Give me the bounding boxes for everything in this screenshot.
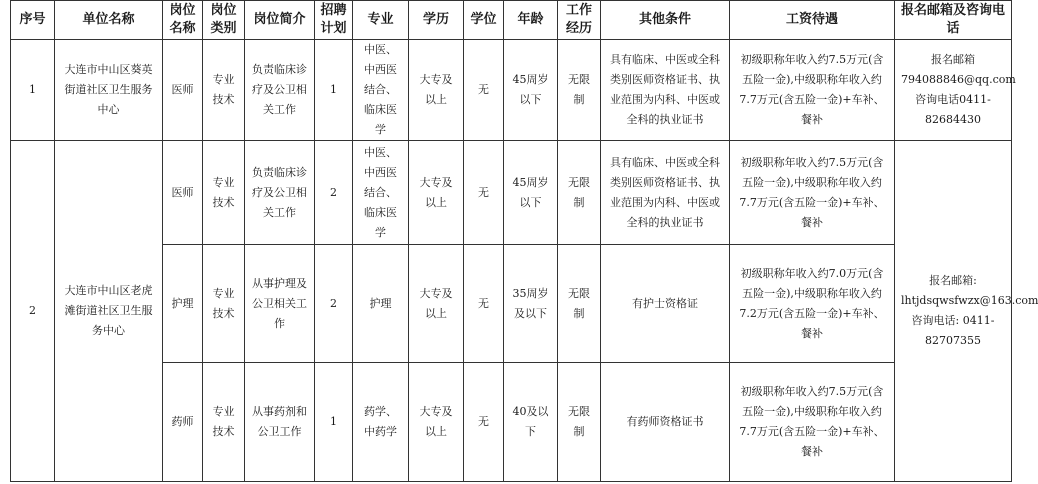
header-pos-desc: 岗位简介	[245, 1, 315, 40]
header-pos-name: 岗位名称	[163, 1, 203, 40]
cell-salary: 初级职称年收入约7.0万元(含五险一金),中级职称年收入约7.2万元(含五险一金)+车补、餐补	[730, 245, 895, 363]
cell-pos-type: 专业技术	[203, 245, 245, 363]
cell-edu: 大专及以上	[409, 245, 464, 363]
header-edu: 学历	[409, 1, 464, 40]
cell-plan: 1	[315, 363, 353, 482]
cell-other: 有药师资格证书	[601, 363, 730, 482]
header-contact: 报名邮箱及咨询电话	[895, 1, 1012, 40]
cell-contact: 报名邮箱: lhtjdsqwsfwzx@163.com 咨询电话: 0411-82707355	[895, 141, 1012, 482]
cell-age: 35周岁及以下	[504, 245, 558, 363]
cell-degree: 无	[464, 40, 504, 141]
cell-major: 中医、中西医结合、临床医学	[353, 40, 409, 141]
header-seq: 序号	[11, 1, 55, 40]
cell-age: 40及以下	[504, 363, 558, 482]
table-row	[11, 40, 1012, 141]
cell-unit: 大连市中山区老虎滩街道社区卫生服务中心	[55, 141, 163, 482]
header-other: 其他条件	[601, 1, 730, 40]
cell-salary: 初级职称年收入约7.5万元(含五险一金),中级职称年收入约7.7万元(含五险一金)+车补、餐补	[730, 363, 895, 482]
cell-major: 护理	[353, 245, 409, 363]
cell-degree: 无	[464, 141, 504, 245]
cell-experience: 无限制	[558, 40, 601, 141]
cell-edu: 大专及以上	[409, 363, 464, 482]
cell-major: 中医、中西医结合、临床医学	[353, 141, 409, 245]
cell-pos-desc: 负责临床诊疗及公卫相关工作	[245, 141, 315, 245]
cell-other: 具有临床、中医或全科类别医师资格证书、执业范围为内科、中医或全科的执业证书	[601, 40, 730, 141]
cell-salary: 初级职称年收入约7.5万元(含五险一金),中级职称年收入约7.7万元(含五险一金)+车补、餐补	[730, 141, 895, 245]
header-plan: 招聘计划	[315, 1, 353, 40]
cell-other: 具有临床、中医或全科类别医师资格证书、执业范围为内科、中医或全科的执业证书	[601, 141, 730, 245]
cell-pos-name: 医师	[163, 141, 203, 245]
cell-salary: 初级职称年收入约7.5万元(含五险一金),中级职称年收入约7.7万元(含五险一金)+车补、餐补	[730, 40, 895, 141]
header-row	[11, 1, 1012, 40]
cell-plan: 2	[315, 141, 353, 245]
header-unit: 单位名称	[55, 1, 163, 40]
cell-seq: 2	[11, 141, 55, 482]
cell-pos-name: 护理	[163, 245, 203, 363]
header-age: 年龄	[504, 1, 558, 40]
cell-contact: 报名邮箱794088846@qq.com 咨询电话0411-82684430	[895, 40, 1012, 141]
cell-pos-type: 专业技术	[203, 141, 245, 245]
recruitment-table	[10, 0, 1038, 482]
cell-plan: 1	[315, 40, 353, 141]
header-experience: 工作经历	[558, 1, 601, 40]
cell-pos-type: 专业技术	[203, 40, 245, 141]
cell-other: 有护士资格证	[601, 245, 730, 363]
cell-seq: 1	[11, 40, 55, 141]
cell-experience: 无限制	[558, 245, 601, 363]
cell-edu: 大专及以上	[409, 141, 464, 245]
recruitment-table-wrapper	[10, 0, 1038, 483]
cell-major: 药学、中药学	[353, 363, 409, 482]
header-pos-type: 岗位类别	[203, 1, 245, 40]
cell-age: 45周岁以下	[504, 141, 558, 245]
cell-pos-desc: 从事药剂和公卫工作	[245, 363, 315, 482]
cell-age: 45周岁以下	[504, 40, 558, 141]
header-major: 专业	[353, 1, 409, 40]
cell-degree: 无	[464, 363, 504, 482]
table-row	[11, 141, 1012, 245]
cell-unit: 大连市中山区葵英街道社区卫生服务中心	[55, 40, 163, 141]
cell-pos-name: 药师	[163, 363, 203, 482]
cell-experience: 无限制	[558, 141, 601, 245]
header-degree: 学位	[464, 1, 504, 40]
cell-degree: 无	[464, 245, 504, 363]
cell-pos-desc: 从事护理及公卫相关工作	[245, 245, 315, 363]
header-salary: 工资待遇	[730, 1, 895, 40]
cell-plan: 2	[315, 245, 353, 363]
cell-experience: 无限制	[558, 363, 601, 482]
cell-pos-type: 专业技术	[203, 363, 245, 482]
cell-edu: 大专及以上	[409, 40, 464, 141]
cell-pos-desc: 负责临床诊疗及公卫相关工作	[245, 40, 315, 141]
cell-pos-name: 医师	[163, 40, 203, 141]
